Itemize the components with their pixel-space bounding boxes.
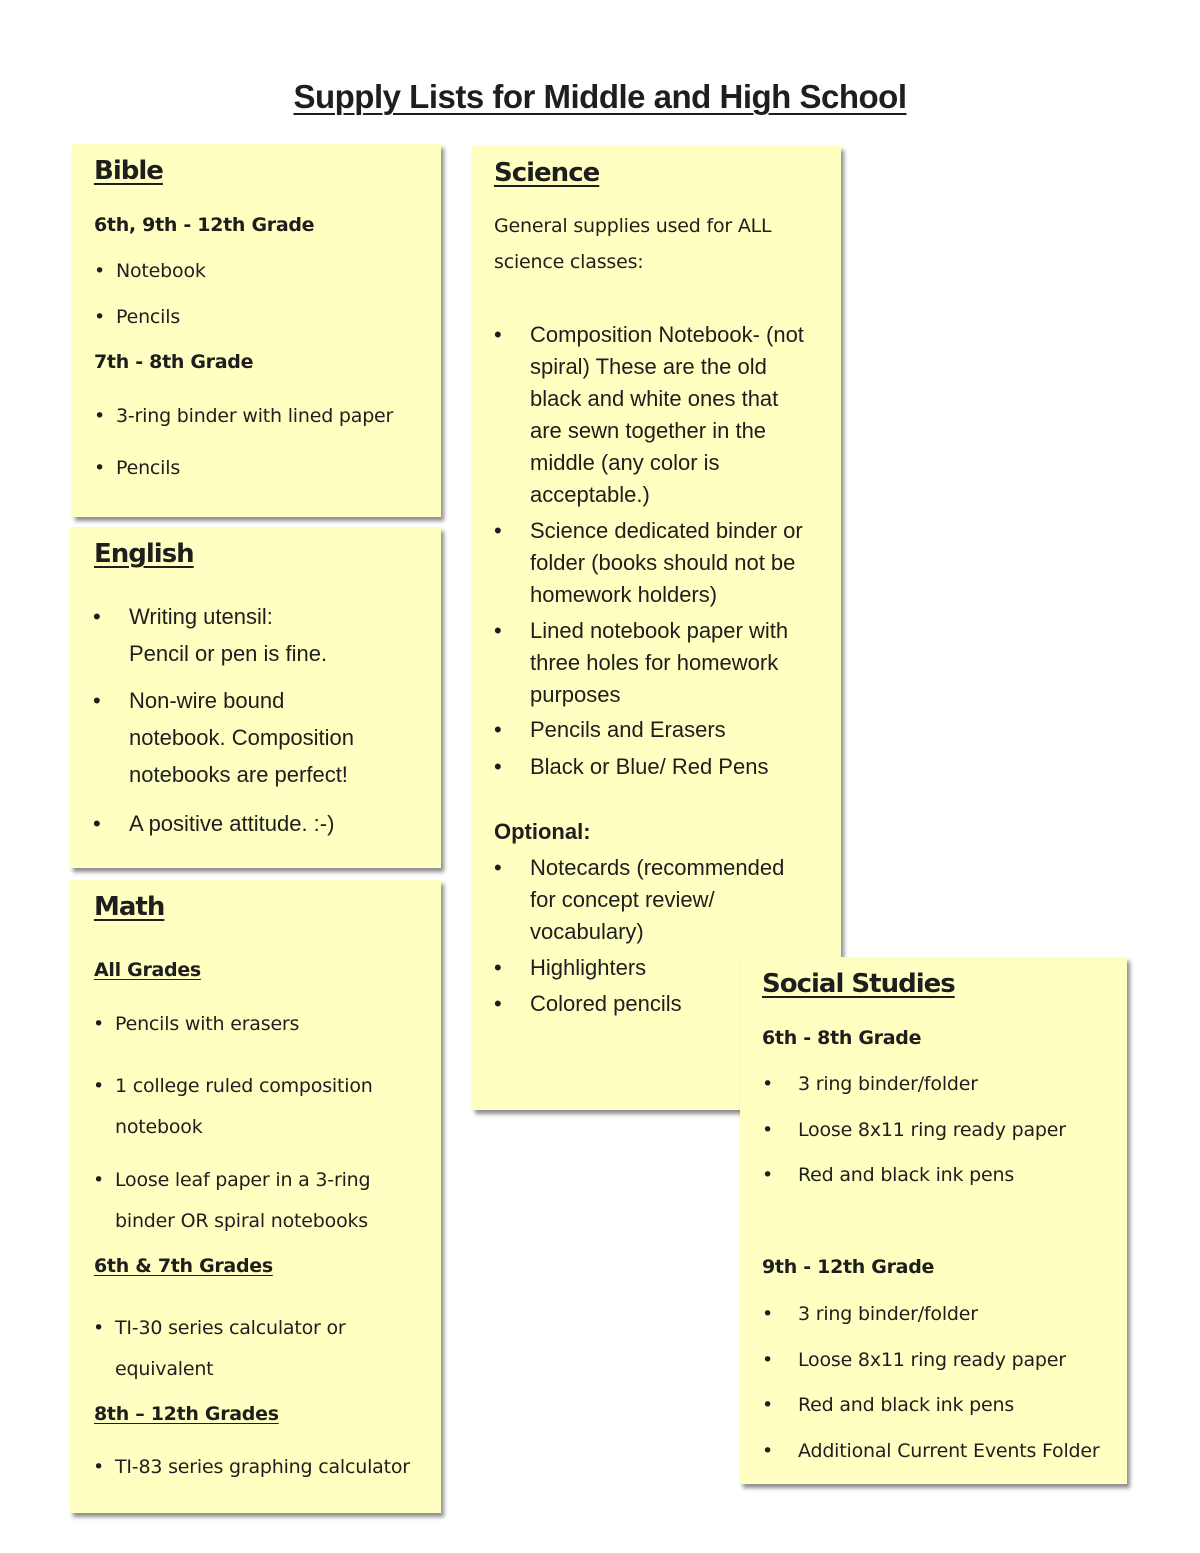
list-item-line: three holes for homework [530, 650, 779, 675]
list-item-line: middle (any color is [530, 450, 720, 475]
list-item-line: • Science dedicated binder or [530, 518, 803, 543]
list-item [530, 615, 788, 711]
list-item [129, 598, 327, 672]
science-heading: Science [494, 158, 600, 188]
math-heading: Math [94, 892, 165, 922]
list-item-line: notebook. Composition [129, 725, 355, 750]
bible-heading: Bible [94, 156, 163, 186]
bible-grade-label: 6th, 9th - 12th Grade [94, 214, 315, 236]
list-item-line: for concept review/ [530, 887, 715, 912]
english-card [70, 527, 441, 868]
science-optional-label: Optional: [494, 819, 591, 844]
list-item-line: folder (books should not be [530, 550, 796, 575]
list-item [530, 852, 784, 948]
list-item-line: • Writing utensil: [129, 604, 273, 629]
list-item-line: Pencil or pen is fine. [129, 641, 328, 666]
list-item-line: • Notecards (recommended [530, 855, 785, 880]
list-item [115, 1308, 346, 1390]
list-item-line: • Composition Notebook- (not [530, 322, 804, 347]
page-title-text: Supply Lists for Middle and High School [293, 78, 907, 115]
list-item [530, 319, 804, 511]
list-item: • Red and black ink pens [798, 1164, 1014, 1186]
list-item: • Loose 8x11 ring ready paper [798, 1119, 1066, 1141]
science-intro-line: science classes: [494, 251, 644, 273]
list-item-line: black and white ones that [530, 386, 779, 411]
social-studies-heading: Social Studies [762, 969, 955, 999]
science-intro [494, 208, 771, 280]
page-title [0, 78, 1200, 116]
math-card [70, 880, 441, 1513]
social-studies-card [740, 957, 1127, 1484]
list-item: • 3 ring binder/folder [798, 1303, 978, 1325]
list-item: • Additional Current Events Folder [798, 1440, 1100, 1462]
list-item [530, 515, 803, 611]
list-item [115, 1160, 370, 1242]
list-item-line: binder OR spiral notebooks [115, 1210, 369, 1232]
list-item-line: homework holders) [530, 582, 718, 607]
list-item-line: • Loose leaf paper in a 3-ring [115, 1169, 371, 1191]
list-item [129, 682, 354, 793]
list-item: • 3 ring binder/folder [798, 1073, 978, 1095]
list-item-line: notebooks are perfect! [129, 762, 348, 787]
math-grade-label: 8th – 12th Grades [94, 1403, 279, 1425]
math-grade-label: All Grades [94, 959, 201, 981]
bible-card [72, 144, 441, 517]
list-item-line: equivalent [115, 1358, 214, 1380]
social-studies-grade-label: 9th - 12th Grade [762, 1256, 935, 1278]
list-item-line: acceptable.) [530, 482, 650, 507]
list-item-line: purposes [530, 682, 621, 707]
list-item-line: • Non-wire bound [129, 688, 285, 713]
english-heading: English [94, 539, 194, 569]
science-intro-line: General supplies used for ALL [494, 215, 772, 237]
list-item-line: are sewn together in the [530, 418, 767, 443]
list-item: • Red and black ink pens [798, 1394, 1014, 1416]
list-item: • Pencils and Erasers [530, 714, 726, 746]
list-item: • Pencils with erasers [115, 1013, 299, 1035]
list-item: • Loose 8x11 ring ready paper [798, 1349, 1066, 1371]
list-item: • Notebook [116, 260, 206, 282]
list-item-line: • 1 college ruled composition [115, 1075, 373, 1097]
list-item: • A positive attitude. :-) [129, 805, 334, 842]
list-item-line: • Lined notebook paper with [530, 618, 789, 643]
list-item: • Colored pencils [530, 988, 682, 1020]
math-grade-label: 6th & 7th Grades [94, 1255, 273, 1277]
list-item: • Black or Blue/ Red Pens [530, 751, 768, 783]
bible-grade-label: 7th - 8th Grade [94, 351, 254, 373]
list-item: • Pencils [116, 457, 180, 479]
list-item [115, 1066, 373, 1148]
list-item: • Pencils [116, 306, 180, 328]
list-item: • TI-83 series graphing calculator [115, 1456, 410, 1478]
list-item-line: spiral) These are the old [530, 354, 767, 379]
list-item: • 3-ring binder with lined paper [116, 405, 393, 427]
list-item: • Highlighters [530, 952, 646, 984]
social-studies-grade-label: 6th - 8th Grade [762, 1027, 922, 1049]
list-item-line: • TI-30 series calculator or [115, 1317, 346, 1339]
list-item-line: notebook [115, 1116, 203, 1138]
list-item-line: vocabulary) [530, 919, 644, 944]
